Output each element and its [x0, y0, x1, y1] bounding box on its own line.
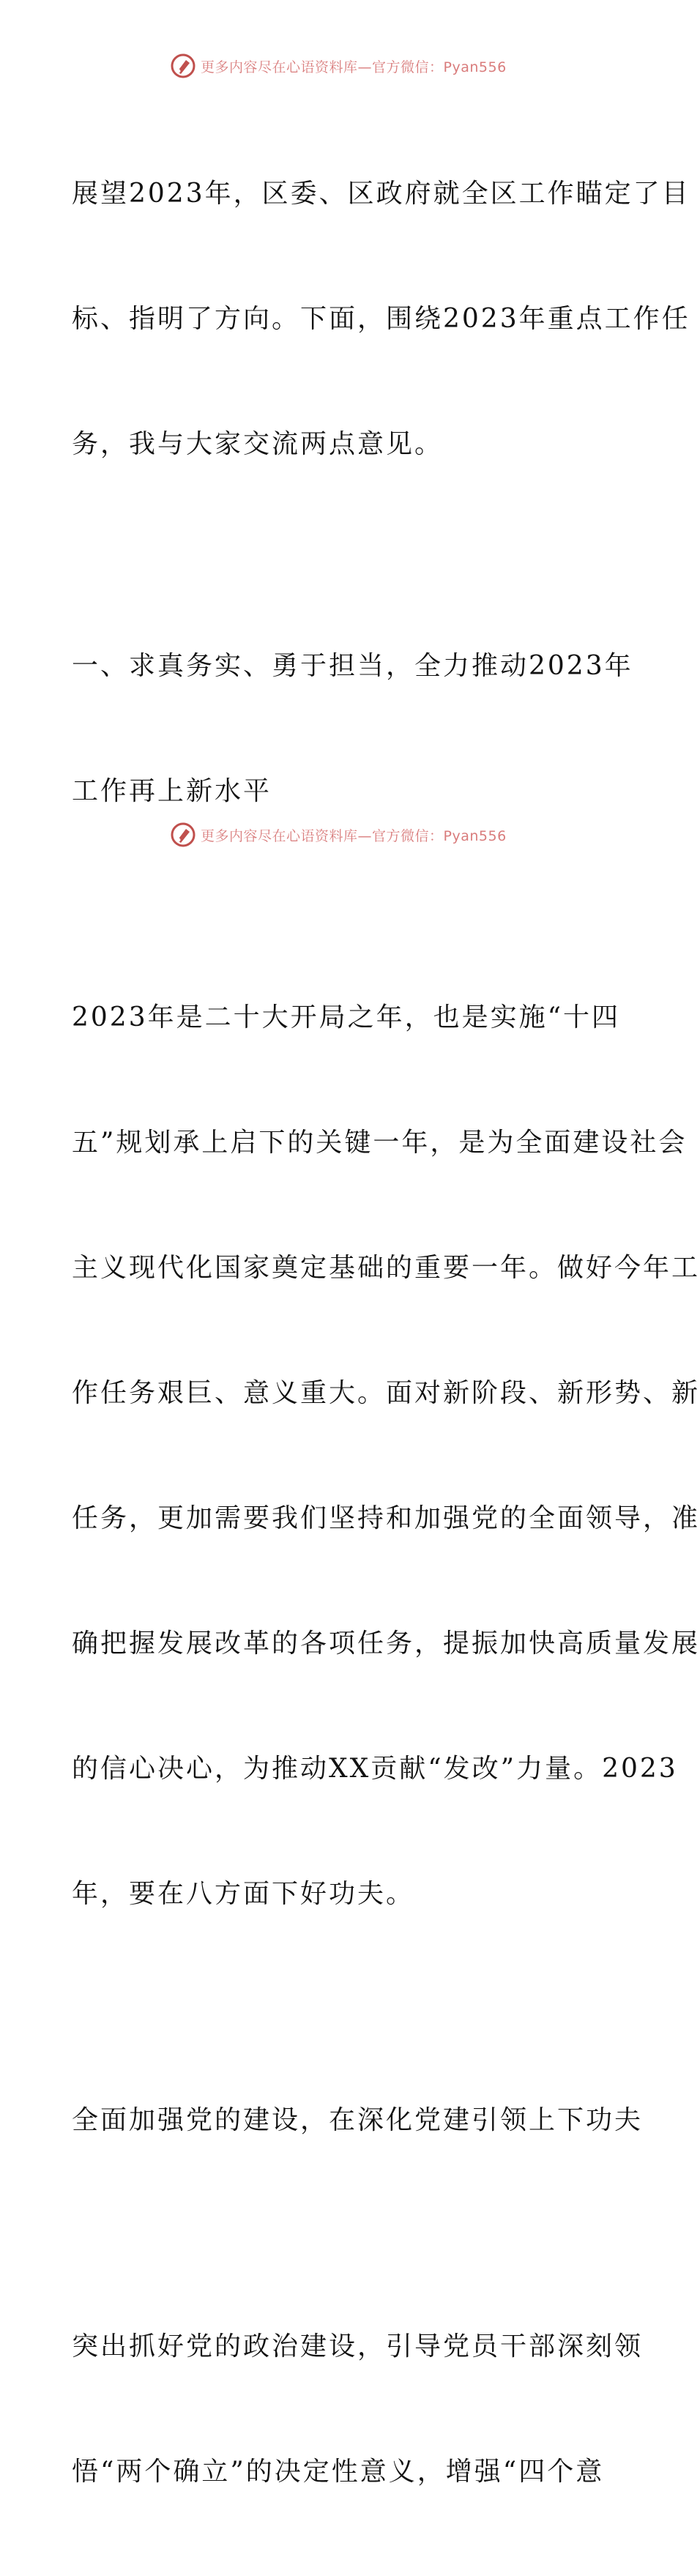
text-line: 作任务艰巨、意义重大。面对新阶段、新形势、新 — [72, 1378, 700, 1408]
text-line: 工作再上新水平 — [72, 776, 272, 806]
text-line: 全面加强党的建设，在深化党建引领上下功夫 — [72, 2105, 644, 2135]
subheading-party-building — [72, 2016, 644, 2225]
text-line: 悟“两个确立”的决定性意义，增强“四个意 — [72, 2457, 605, 2487]
watermark-text: 更多内容尽在心语资料库—官方微信：Pyan556 — [201, 59, 507, 75]
text-line: 突出抓好党的政治建设，引导党员干部深刻领 — [72, 2331, 644, 2361]
text-line: 展望2023年，区委、区政府就全区工作瞄定了目 — [72, 179, 690, 209]
paragraph-political-building — [72, 2242, 644, 2576]
text-line: 五”规划承上启下的关键一年，是为全面建设社会 — [72, 1128, 688, 1158]
text-line: 标、指明了方向。下面，围绕2023年重点工作任 — [72, 304, 690, 334]
pen-logo-icon — [170, 53, 196, 79]
watermark-text: 更多内容尽在心语资料库—官方微信：Pyan556 — [201, 827, 507, 844]
pen-logo-icon — [170, 822, 196, 848]
text-line: 的信心决心，为推动XX贡献“发改”力量。2023 — [72, 1754, 678, 1784]
paragraph-2023-overview — [72, 913, 700, 1998]
paragraph-outlook — [72, 89, 690, 548]
document-body — [72, 89, 700, 2576]
text-line: 任务，更加需要我们坚持和加强党的全面领导，准 — [72, 1503, 700, 1533]
footer-watermark — [170, 820, 521, 849]
text-line: 务，我与大家交流两点意见。 — [72, 429, 444, 459]
text-line: 主义现代化国家奠定基础的重要一年。做好今年工 — [72, 1253, 700, 1283]
text-line: 确把握发展改革的各项任务，提振加快高质量发展 — [72, 1628, 700, 1659]
text-line: 一、求真务实、勇于担当，全力推动2023年 — [72, 651, 633, 681]
text-line: 2023年是二十大开局之年，也是实施“十四 — [72, 1002, 621, 1032]
text-line: 年，要在八方面下好功夫。 — [72, 1879, 415, 1909]
header-watermark — [170, 51, 521, 81]
